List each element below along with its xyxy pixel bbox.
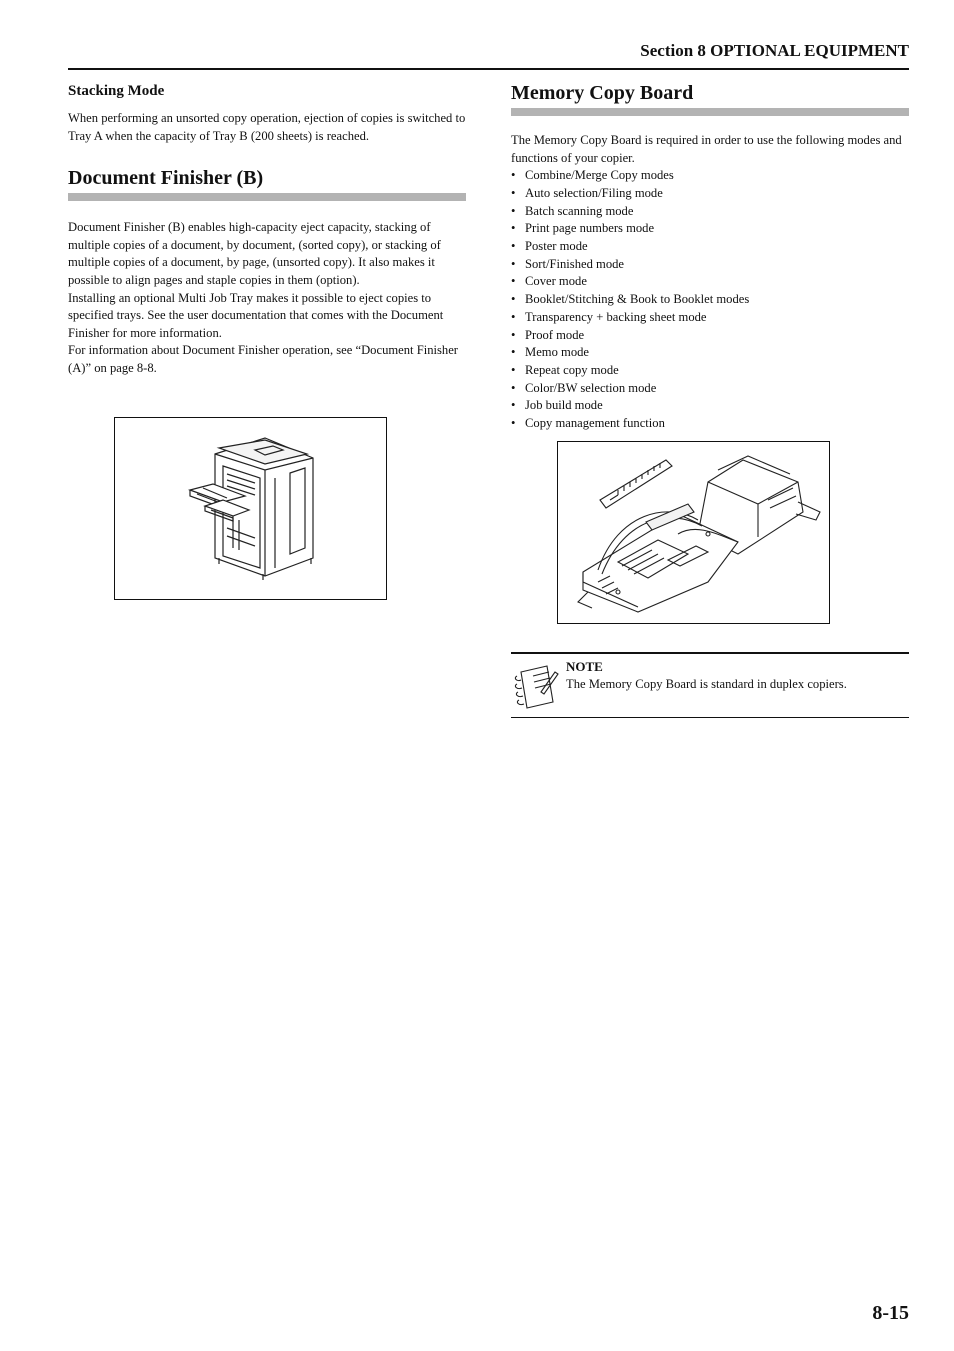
note-title: NOTE xyxy=(566,659,603,674)
list-item: • Repeat copy mode xyxy=(511,362,619,377)
document-finisher-heading: Document Finisher (B) xyxy=(68,167,264,190)
list-item: • Auto selection/Filing mode xyxy=(511,185,663,200)
list-item: • Batch scanning mode xyxy=(511,203,634,218)
finisher-paragraph-2: Installing an optional Multi Job Tray makes it possible to eject copies to specified trays. See the user documentation that comes with the Document Finisher for more information. xyxy=(68,290,444,340)
finisher-paragraph-1: Document Finisher (B) enables high-capacity eject capacity, stacking of multiple copies of a document, by document, (sorted copy), or stacking of multiple copies of a document, by page, (unsorted copy). It also makes it possible to align pages and staple copies in them (option). xyxy=(68,220,441,287)
list-item: • Booklet/Stitching & Book to Booklet modes xyxy=(511,292,750,307)
list-item: • Print page numbers mode xyxy=(511,221,655,236)
list-item: • Sort/Finished mode xyxy=(511,256,625,271)
list-item: • Transparency + backing sheet mode xyxy=(511,309,707,324)
memory-copy-board-heading: Memory Copy Board xyxy=(511,82,694,104)
page-header xyxy=(68,40,909,70)
left-column xyxy=(68,80,466,378)
note-box xyxy=(511,652,909,718)
stacking-mode-text: When performing an unsorted copy operation, ejection of copies is switched to Tray A when the capacity of Tray B (200 sheets) is reached. xyxy=(68,111,466,143)
memory-feature-list xyxy=(511,167,909,433)
section-title: Section 8 OPTIONAL EQUIPMENT xyxy=(640,41,909,60)
list-item: • Poster mode xyxy=(511,239,588,253)
document-finisher-figure xyxy=(114,417,387,600)
list-item: • Color/BW selection mode xyxy=(511,380,657,395)
list-item: • Proof mode xyxy=(511,327,585,342)
list-item: • Cover mode xyxy=(511,274,587,289)
document-finisher-illustration xyxy=(115,418,386,599)
list-item: • Copy management function xyxy=(511,416,665,431)
memory-board-illustration xyxy=(558,442,829,623)
memory-intro: The Memory Copy Board is required in order to use the following modes and functions of your copier. xyxy=(511,133,902,165)
heading-rule xyxy=(68,193,466,201)
right-column xyxy=(511,80,909,433)
stacking-mode-heading: Stacking Mode xyxy=(68,83,165,99)
list-item: • Combine/Merge Copy modes xyxy=(511,168,674,183)
list-item: • Memo mode xyxy=(511,345,590,360)
finisher-paragraph-3: For information about Document Finisher operation, see “Document Finisher (A)” on page 8-8. xyxy=(68,343,458,375)
notepad-icon xyxy=(513,662,559,710)
memory-copy-board-figure xyxy=(557,441,830,624)
heading-rule xyxy=(511,108,909,116)
note-text: The Memory Copy Board is standard in duplex copiers. xyxy=(566,677,847,691)
page-number: 8-15 xyxy=(872,1302,909,1324)
list-item: • Job build mode xyxy=(511,398,603,413)
